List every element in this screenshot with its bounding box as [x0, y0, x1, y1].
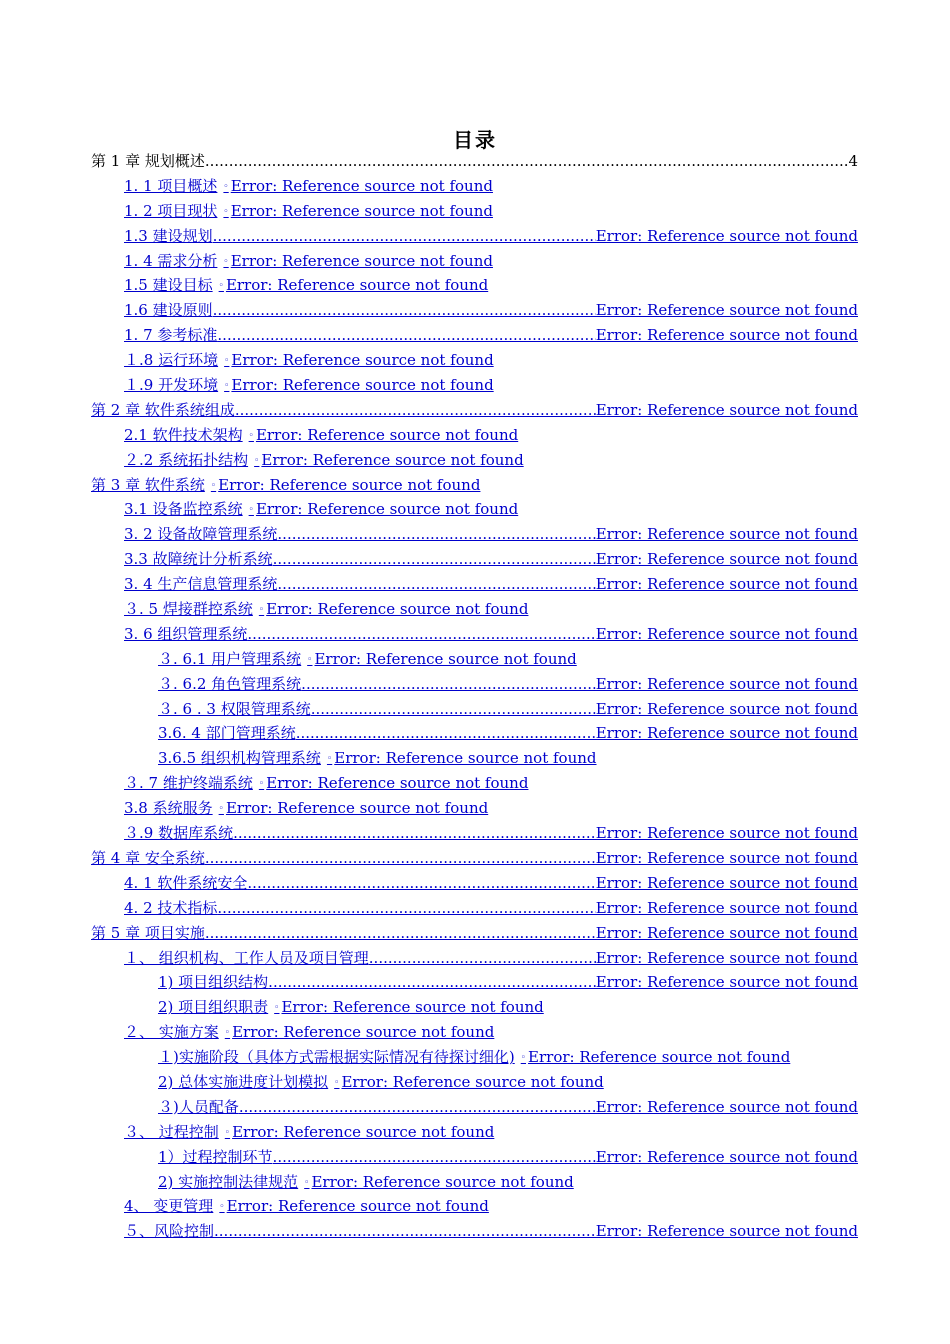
toc-entry-page: Error: Reference source not found [595, 1222, 858, 1241]
toc-entry-label: ２、 实施方案 [124, 1023, 219, 1042]
toc-entry [0, 298, 950, 323]
toc-entry-page: Error: Reference source not found [595, 301, 858, 320]
toc-entry-label: 4. 1 软件系统安全 [124, 873, 248, 892]
dot-leader [277, 522, 595, 547]
toc-entry-link[interactable] [158, 647, 577, 672]
dot-leader [247, 622, 595, 647]
toc-entry [0, 1194, 950, 1219]
toc-entry-label: 4、 变更管理 [124, 1197, 214, 1216]
dot-leader [247, 871, 595, 896]
toc-entry-link[interactable] [158, 1170, 574, 1195]
dot-leader [217, 896, 595, 921]
toc-entry-page: Error: Reference source not found [595, 824, 858, 843]
toc-entry [0, 597, 950, 622]
toc-entry-link[interactable] [91, 473, 480, 498]
toc-entry-link[interactable] [124, 1120, 494, 1145]
dot-leader [273, 547, 596, 572]
toc-entry-page: Error: Reference source not found [595, 674, 858, 693]
toc-entry-page: ◦ Error: Reference source not found [249, 426, 519, 444]
toc-entry-link[interactable] [124, 323, 858, 348]
toc-entry [0, 1020, 950, 1045]
toc-entry-page: Error: Reference source not found [595, 575, 858, 594]
toc-entry [0, 448, 950, 473]
toc-entry-label: 3.3 故障统计分析系统 [124, 550, 273, 569]
toc-entry [0, 1095, 950, 1120]
toc-entry-page: ◦ Error: Reference source not found [259, 774, 529, 792]
toc-entry-link[interactable] [124, 174, 493, 199]
toc-entry-page: Error: Reference source not found [595, 1147, 858, 1166]
dot-leader [233, 821, 596, 846]
toc-entry-label: ３. 6.2 角色管理系统 [158, 674, 302, 693]
toc-entry-page: Error: Reference source not found [595, 226, 858, 245]
toc-entry-link[interactable] [124, 946, 858, 971]
toc-entry-label: 1. 7 参考标准 [124, 326, 218, 345]
toc-entry-link[interactable] [158, 746, 597, 771]
toc-entry [0, 572, 950, 597]
toc-entry [0, 846, 950, 871]
toc-entry-link[interactable] [124, 348, 494, 373]
toc-entry-page: Error: Reference source not found [595, 724, 858, 743]
toc-entry-label: ３.9 数据库系统 [124, 824, 234, 843]
toc-entry-label: 3. 2 设备故障管理系统 [124, 525, 278, 544]
dot-leader [239, 1095, 596, 1120]
toc-entry-page: 4 [848, 152, 858, 170]
toc-entry-label: 3.1 设备监控系统 [124, 500, 243, 519]
toc-entry-label: 第 3 章 软件系统 [91, 475, 205, 494]
toc-entry-link[interactable] [124, 1020, 494, 1045]
toc-entry-link[interactable] [124, 249, 493, 274]
toc-entry [0, 1120, 950, 1145]
toc-entry-label: １.9 开发环境 [124, 376, 219, 395]
toc-entry-link[interactable] [158, 1145, 858, 1170]
toc-entry-page: ◦ Error: Reference source not found [254, 451, 524, 469]
toc-entry-link[interactable] [124, 821, 858, 846]
toc-entry [0, 821, 950, 846]
toc-entry-link[interactable] [124, 497, 518, 522]
toc-entry-page: ◦ Error: Reference source not found [223, 202, 493, 220]
toc-entry-label: 1) 项目组织结构 [158, 973, 269, 992]
toc-entry [0, 249, 950, 274]
toc-entry [0, 348, 950, 373]
toc-entry [0, 497, 950, 522]
toc-entry-link[interactable] [124, 522, 858, 547]
toc-entry-page: Error: Reference source not found [595, 550, 858, 569]
toc-entry-link[interactable] [124, 896, 858, 921]
toc-entry-label: 第 5 章 项目实施 [91, 923, 205, 942]
toc-entry-link[interactable] [158, 1095, 858, 1120]
toc-entry-label: ３. 7 维护终端系统 [124, 774, 253, 793]
toc-entry-link[interactable] [124, 871, 858, 896]
toc-entry-label: 1.5 建设目标 [124, 276, 213, 295]
toc-entry-label: 1. 2 项目现状 [124, 201, 218, 220]
toc-entry-link[interactable] [124, 771, 528, 796]
dot-leader [205, 846, 596, 871]
toc-entry-link[interactable] [91, 921, 858, 946]
toc-entry-label: 4. 2 技术指标 [124, 898, 218, 917]
toc-entry-page: Error: Reference source not found [595, 1097, 858, 1116]
toc-entry [0, 149, 950, 174]
toc-entry-page: ◦ Error: Reference source not found [223, 252, 493, 270]
dot-leader [273, 1145, 596, 1170]
toc-entry-page: ◦ Error: Reference source not found [249, 500, 519, 518]
toc-entry-page: Error: Reference source not found [595, 400, 858, 419]
toc-entry-page: ◦ Error: Reference source not found [223, 177, 493, 195]
toc-entry-link[interactable] [124, 423, 518, 448]
toc-entry [0, 1145, 950, 1170]
toc-entry-page: Error: Reference source not found [595, 699, 858, 718]
toc-entry-label: 第 2 章 软件系统组成 [91, 400, 235, 419]
toc-entry-page: Error: Reference source not found [595, 326, 858, 345]
toc-entry [0, 199, 950, 224]
toc-entry-label: １)实施阶段（具体方式需根据实际情况有待探讨细化) [158, 1048, 515, 1067]
toc-entry-page: Error: Reference source not found [595, 873, 858, 892]
toc-entry [0, 697, 950, 722]
toc-entry-link[interactable] [124, 199, 493, 224]
toc-entry [0, 473, 950, 498]
toc-entry-page: ◦ Error: Reference source not found [219, 799, 489, 817]
dot-leader [213, 298, 596, 323]
dot-leader [235, 398, 596, 423]
toc-entry [0, 796, 950, 821]
toc-entry-label: 1. 4 需求分析 [124, 251, 218, 270]
toc-entry [0, 224, 950, 249]
toc-entry [0, 1045, 950, 1070]
dot-leader [268, 970, 596, 995]
toc-entry [0, 423, 950, 448]
toc-entry [0, 995, 950, 1020]
toc-entry-page: ◦ Error: Reference source not found [334, 1073, 604, 1091]
toc-entry-page: ◦ Error: Reference source not found [274, 998, 544, 1016]
toc-entry-page: ◦ Error: Reference source not found [521, 1048, 791, 1066]
dot-leader [205, 149, 849, 174]
toc-entry-page: Error: Reference source not found [595, 525, 858, 544]
toc-entry-label: 1.3 建设规划 [124, 226, 213, 245]
toc-entry [0, 1070, 950, 1095]
toc-entry-label: 1. 1 项目概述 [124, 176, 218, 195]
toc-entry [0, 1219, 950, 1244]
toc-entry-link[interactable] [124, 622, 858, 647]
toc-entry [0, 547, 950, 572]
toc-entry [0, 672, 950, 697]
toc-entry-link[interactable] [158, 970, 858, 995]
toc-entry-label: 3.8 系统服务 [124, 799, 213, 818]
toc-entry-link[interactable] [124, 547, 858, 572]
dot-leader [369, 946, 596, 971]
toc-entry [0, 174, 950, 199]
toc-entry-label: 3.6.5 组织机构管理系统 [158, 749, 321, 768]
toc-entry-page: Error: Reference source not found [595, 624, 858, 643]
toc-entry-label: 第 1 章 规划概述 [91, 152, 205, 170]
toc-entry-link[interactable] [124, 224, 858, 249]
toc-entry-label: 3.6. 4 部门管理系统 [158, 724, 296, 743]
toc-entry [0, 522, 950, 547]
toc-entry-page: ◦ Error: Reference source not found [304, 1173, 574, 1191]
toc-entry-link[interactable] [91, 846, 858, 871]
table-of-contents [0, 149, 950, 1244]
toc-entry-page: ◦ Error: Reference source not found [219, 1197, 489, 1215]
toc-entry [0, 323, 950, 348]
toc-entry-page: ◦ Error: Reference source not found [225, 1123, 495, 1141]
toc-entry [0, 1170, 950, 1195]
toc-entry [0, 273, 950, 298]
toc-entry-label: ３)人员配备 [158, 1097, 239, 1116]
dot-leader [214, 1219, 596, 1244]
toc-entry-page: ◦ Error: Reference source not found [211, 476, 481, 494]
toc-entry-label: 1.6 建设原则 [124, 301, 213, 320]
toc-entry-link[interactable] [91, 149, 858, 174]
toc-entry-link[interactable] [124, 1219, 858, 1244]
dot-leader [277, 572, 595, 597]
toc-entry [0, 871, 950, 896]
toc-entry-label: ５、风险控制 [124, 1222, 215, 1241]
toc-entry [0, 946, 950, 971]
toc-entry-label: 2) 总体实施进度计划模拟 [158, 1072, 329, 1091]
toc-entry [0, 746, 950, 771]
toc-entry-label: 2) 项目组织职责 [158, 998, 269, 1017]
toc-entry [0, 970, 950, 995]
toc-entry-link[interactable] [158, 672, 858, 697]
toc-entry-link[interactable] [124, 796, 488, 821]
toc-entry-link[interactable] [124, 298, 858, 323]
toc-entry [0, 398, 950, 423]
toc-entry-label: １、 组织机构、工作人员及项目管理 [124, 948, 369, 967]
toc-entry-label: ３. 5 焊接群控系统 [124, 600, 253, 619]
dot-leader [311, 697, 596, 722]
toc-entry-link[interactable] [124, 1194, 489, 1219]
dot-leader [301, 672, 596, 697]
toc-entry-link[interactable] [158, 1045, 790, 1070]
toc-entry-page: Error: Reference source not found [595, 848, 858, 867]
toc-entry-label: ３、 过程控制 [124, 1122, 219, 1141]
toc-entry-link[interactable] [91, 398, 858, 423]
toc-entry-link[interactable] [124, 373, 494, 398]
toc-entry-page: ◦ Error: Reference source not found [259, 600, 529, 618]
toc-entry-link[interactable] [124, 273, 488, 298]
toc-entry-link[interactable] [158, 995, 544, 1020]
toc-entry-label: 3. 6 组织管理系统 [124, 624, 248, 643]
toc-entry-label: 1）过程控制环节 [158, 1147, 273, 1166]
toc-entry [0, 373, 950, 398]
toc-entry-link[interactable] [158, 1070, 604, 1095]
toc-entry-label: ３. 6 . 3 权限管理系统 [158, 699, 311, 718]
toc-entry-label: 2) 实施控制法律规范 [158, 1172, 299, 1191]
toc-entry-link[interactable] [124, 597, 528, 622]
toc-entry-page: ◦ Error: Reference source not found [224, 351, 494, 369]
toc-entry-page: ◦ Error: Reference source not found [307, 650, 577, 668]
toc-entry-page: Error: Reference source not found [595, 923, 858, 942]
toc-entry-page: ◦ Error: Reference source not found [225, 1023, 495, 1041]
toc-entry [0, 921, 950, 946]
toc-entry [0, 721, 950, 746]
toc-entry-link[interactable] [124, 448, 524, 473]
dot-leader [213, 224, 596, 249]
toc-entry [0, 622, 950, 647]
toc-entry-page: ◦ Error: Reference source not found [224, 376, 494, 394]
toc-entry [0, 647, 950, 672]
toc-entry [0, 896, 950, 921]
toc-entry-label: １.8 运行环境 [124, 351, 219, 370]
toc-entry-label: ２.2 系统拓扑结构 [124, 450, 249, 469]
toc-entry-page: Error: Reference source not found [595, 948, 858, 967]
toc-entry-page: Error: Reference source not found [595, 898, 858, 917]
toc-entry-link[interactable] [158, 721, 858, 746]
toc-entry-page: Error: Reference source not found [595, 973, 858, 992]
toc-entry-label: 3. 4 生产信息管理系统 [124, 575, 278, 594]
toc-entry [0, 771, 950, 796]
toc-entry-label: ３. 6.1 用户管理系统 [158, 649, 302, 668]
dot-leader [217, 323, 595, 348]
dot-leader [205, 921, 596, 946]
toc-entry-page: ◦ Error: Reference source not found [327, 749, 597, 767]
toc-entry-link[interactable] [124, 572, 858, 597]
toc-entry-label: 第 4 章 安全系统 [91, 848, 205, 867]
toc-entry-page: ◦ Error: Reference source not found [219, 276, 489, 294]
toc-entry-link[interactable] [158, 697, 858, 722]
toc-title: 目录 [453, 128, 497, 152]
dot-leader [296, 721, 596, 746]
toc-entry-label: 2.1 软件技术架构 [124, 425, 243, 444]
